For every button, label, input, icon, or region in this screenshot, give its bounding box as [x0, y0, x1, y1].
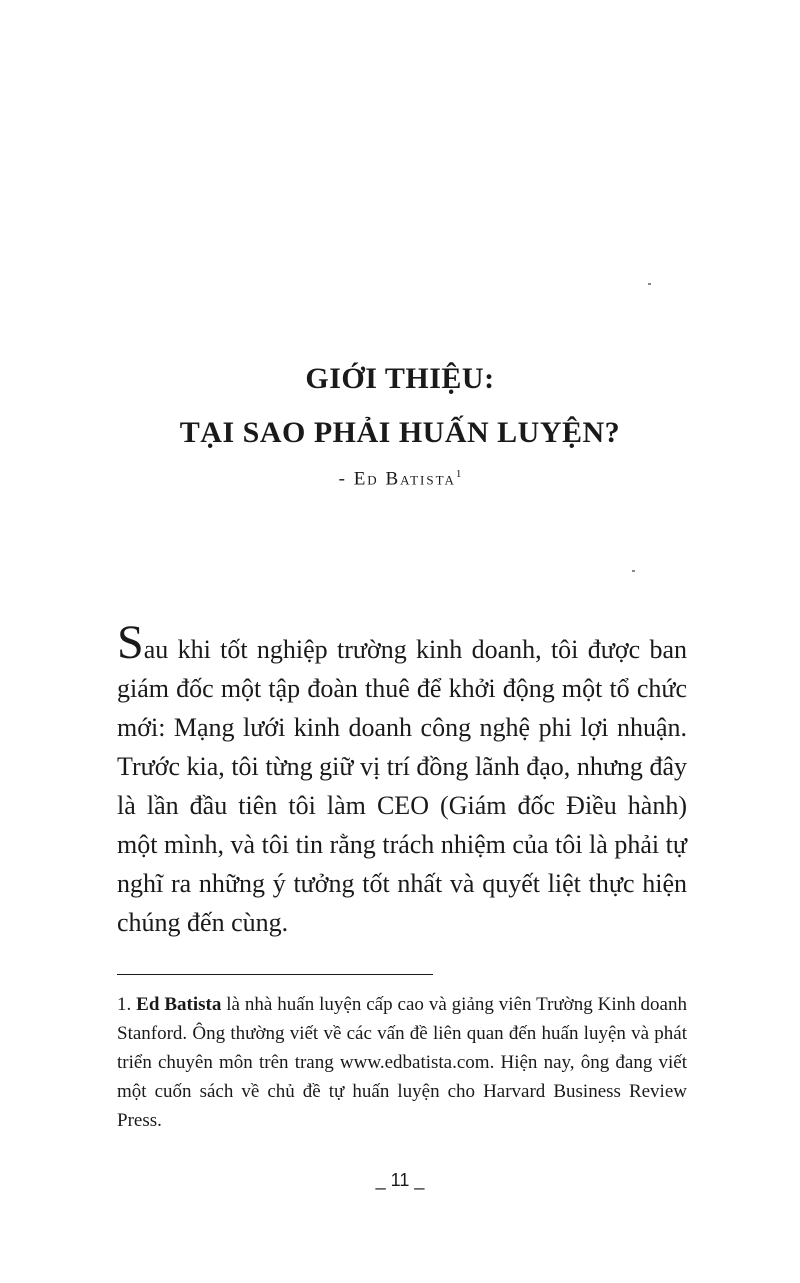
- author-name: - Ed Batista: [338, 468, 456, 490]
- author-byline: [0, 468, 800, 490]
- scan-speck: [648, 283, 651, 285]
- scan-speck: [632, 570, 635, 572]
- chapter-title-line-2: TẠI SAO PHẢI HUẤN LUYỆN?: [179, 416, 621, 449]
- footnote-reference: 1: [455, 468, 462, 480]
- footnote-text: là nhà huấn luyện cấp cao và giảng viên Trường Kinh doanh Stanford. Ông thường viết về các vấn đề liên quan đến huấn luyện và phát triển chuyên môn trên trang www.edbatista.com. Hiện nay, ông đang viết một cuốn sách về chủ đề tự huấn luyện cho Harvard Business Review Press.: [117, 994, 687, 1131]
- footnote-number: 1.: [117, 994, 132, 1015]
- footnote-divider: [117, 974, 433, 975]
- footnote-bold-name: Ed Batista: [136, 994, 222, 1015]
- chapter-title-line-1: GIỚI THIỆU:: [305, 362, 495, 395]
- body-text: au khi tốt nghiệp trường kinh doanh, tôi được ban giám đốc một tập đoàn thuê để khởi động một tổ chức mới: Mạng lưới kinh doanh công nghệ phi lợi nhuận. Trước kia, tôi từng giữ vị trí đồng lãnh đạo, nhưng đây là lần đầu tiên tôi làm CEO (Giám đốc Điều hành) một mình, và tôi tin rằng trách nhiệm của tôi là phải tự nghĩ ra những ý tưởng tốt nhất và quyết liệt thực hiện chúng đến cùng.: [117, 635, 687, 937]
- chapter-title: [0, 352, 800, 460]
- footnote: [117, 990, 687, 1135]
- body-paragraph: [117, 616, 687, 942]
- page-number: _ 11 _: [375, 1170, 425, 1190]
- drop-cap: S: [117, 616, 144, 669]
